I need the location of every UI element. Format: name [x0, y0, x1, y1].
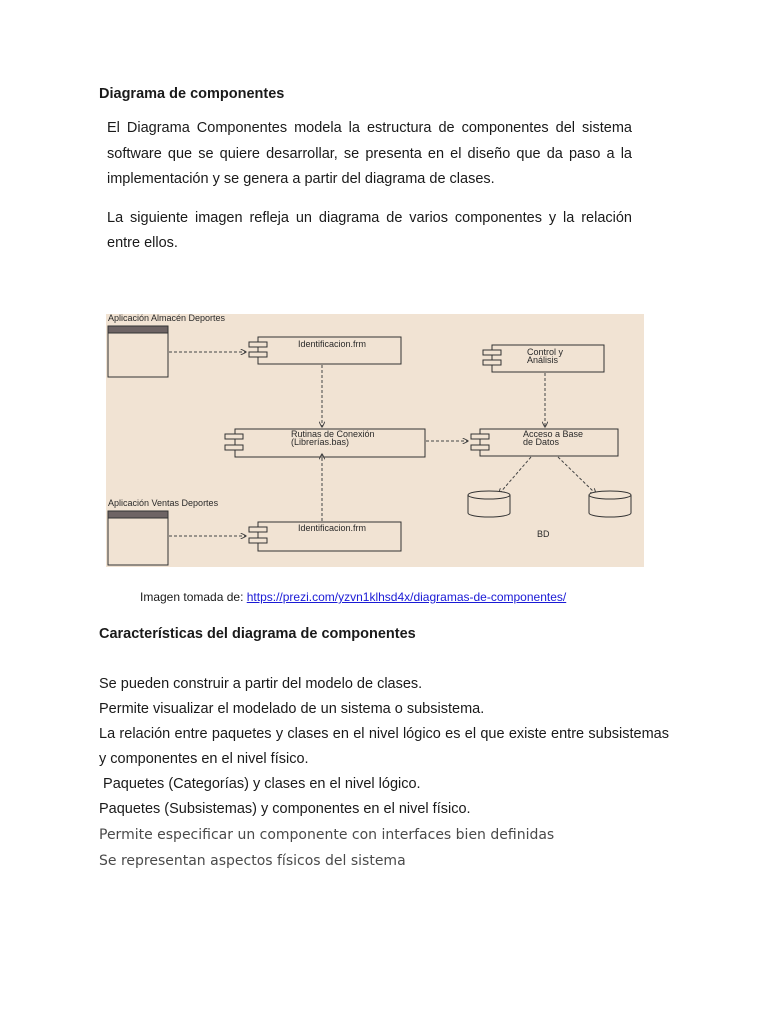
- package-label-bottom: Aplicación Ventas Deportes: [108, 498, 219, 508]
- features-list: [99, 672, 669, 874]
- component-diagram: [106, 314, 644, 567]
- component-acceso-datos: [471, 429, 618, 456]
- database-label: BD: [537, 529, 550, 539]
- component-label: (Librerías.bas): [291, 437, 350, 447]
- page-title: Diagrama de componentes: [99, 86, 285, 102]
- component-label: Control y: [527, 347, 564, 357]
- component-label: de Datos: [523, 437, 560, 447]
- feature-item: La relación entre paquetes y clases en el nivel lógico es el que existe entre subsistemas y componentes en el nivel físico.: [99, 726, 669, 767]
- section-title: Características del diagrama de componentes: [99, 626, 416, 642]
- source-link[interactable]: https://prezi.com/yzvn1klhsd4x/diagramas-de-componentes/: [246, 590, 567, 604]
- caption-prefix: Imagen tomada de:: [140, 590, 247, 604]
- component-rutinas-conexion: [225, 429, 425, 457]
- feature-item: Permite visualizar el modelado de un sistema o subsistema.: [99, 701, 485, 717]
- component-label: Identificacion.frm: [298, 339, 367, 349]
- feature-item: Se pueden construir a partir del modelo de clases.: [99, 676, 423, 692]
- package-bottom: [108, 511, 168, 565]
- component-identificacion-top: [249, 337, 401, 364]
- package-top: [108, 326, 168, 377]
- feature-item: Se representan aspectos físicos del sistema: [99, 853, 406, 869]
- component-control-analisis: [483, 345, 604, 372]
- intro-paragraph: La siguiente imagen refleja un diagrama de varios componentes y la relación entre ellos.: [107, 209, 632, 251]
- intro-block: [107, 116, 632, 257]
- package-label-top: Aplicación Almacén Deportes: [108, 314, 226, 323]
- image-caption: [140, 590, 566, 604]
- database-cylinder: [468, 491, 510, 517]
- feature-item: Paquetes (Categorías) y clases en el nivel lógico.: [99, 776, 421, 792]
- feature-item: Paquetes (Subsistemas) y componentes en el nivel físico.: [99, 801, 471, 817]
- feature-item: Permite especificar un componente con interfaces bien definidas: [99, 827, 555, 843]
- intro-paragraph: El Diagrama Componentes modela la estructura de componentes del sistema software que se quiere desarrollar, se presenta en el diseño que da paso a la implementación y se genera a partir del diagrama de clases.: [107, 120, 632, 187]
- component-label: Identificacion.frm: [298, 523, 367, 533]
- component-identificacion-bottom: [249, 522, 401, 551]
- component-label: Rutinas de Conexión: [291, 429, 375, 439]
- component-label: Acceso a Base: [523, 429, 584, 439]
- database-cylinder: [589, 491, 631, 517]
- component-label: Análisis: [527, 355, 559, 365]
